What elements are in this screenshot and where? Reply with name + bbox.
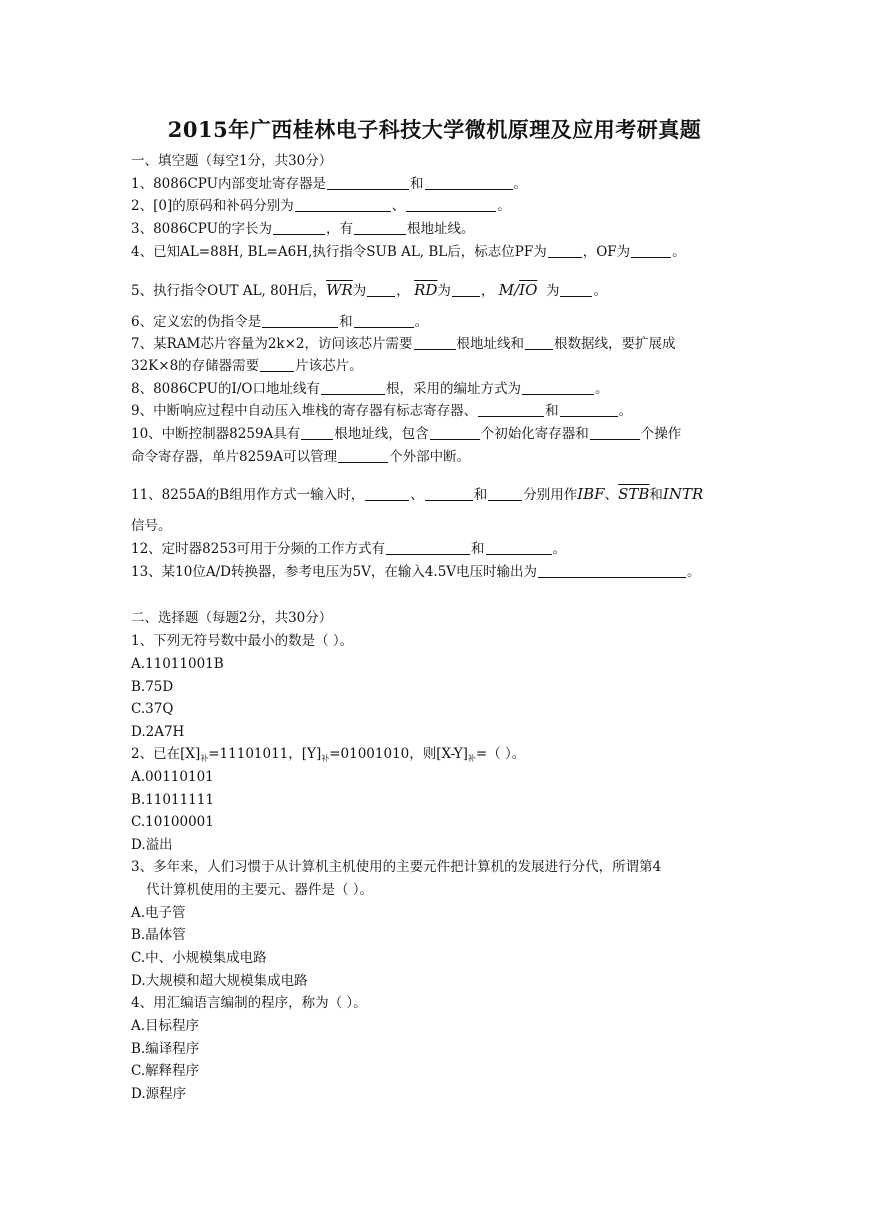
- section2-header: 二、选择题（每题2分，共30分）: [131, 610, 333, 626]
- option[interactable]: C.中、小规模集成电路: [131, 950, 267, 966]
- answer-blank[interactable]: [486, 540, 552, 555]
- answer-blank[interactable]: [301, 425, 333, 440]
- option[interactable]: A.11011001B: [131, 656, 224, 672]
- option[interactable]: C.解释程序: [131, 1063, 200, 1079]
- option[interactable]: B.11011111: [131, 792, 214, 808]
- answer-blank[interactable]: [488, 486, 522, 501]
- answer-blank[interactable]: [590, 425, 640, 440]
- option[interactable]: A.00110101: [131, 769, 214, 785]
- question-1-6: 6、定义宏的伪指令是 和 。: [131, 314, 429, 330]
- io-signal: $\overline{IO}$: [519, 281, 538, 299]
- answer-blank[interactable]: [522, 380, 594, 395]
- question-1-13: 13、某10位A/D转换器，参考电压为5V，在输入4.5V电压时输出为 。: [131, 564, 701, 580]
- answer-blank[interactable]: [548, 243, 582, 258]
- question-2-3-cont: 代计算机使用的主要元、器件是（ ）。: [146, 882, 374, 898]
- answer-blank[interactable]: [338, 448, 388, 463]
- answer-blank[interactable]: [478, 402, 544, 417]
- option[interactable]: A.电子管: [131, 905, 186, 921]
- answer-blank[interactable]: [430, 425, 480, 440]
- answer-blank[interactable]: [354, 313, 414, 328]
- answer-blank[interactable]: [365, 486, 409, 501]
- answer-blank[interactable]: [295, 197, 391, 212]
- section1-header: 一、填空题（每空1分，共30分）: [131, 153, 333, 169]
- answer-blank[interactable]: [386, 540, 470, 555]
- question-2-3: 3、多年来，人们习惯于从计算机主机使用的主要元件把计算机的发展进行分代，所谓第4: [131, 859, 662, 875]
- rd-signal: $\overline{RD}$: [414, 281, 438, 299]
- option[interactable]: D.2A7H: [131, 724, 185, 740]
- answer-blank[interactable]: [262, 313, 338, 328]
- answer-blank[interactable]: [354, 220, 406, 235]
- answer-blank[interactable]: [425, 486, 473, 501]
- answer-blank[interactable]: [260, 357, 294, 372]
- option[interactable]: D.溢出: [131, 837, 173, 853]
- option[interactable]: A.目标程序: [131, 1018, 200, 1034]
- question-1-4: 4、已知AL=88H, BL=A6H,执行指令SUB AL, BL后，标志位PF为 ，OF为 。: [131, 244, 686, 260]
- page-title: 2015年广西桂林电子科技大学微机原理及应用考研真题: [167, 117, 702, 142]
- answer-blank[interactable]: [560, 402, 618, 417]
- answer-blank[interactable]: [406, 197, 496, 212]
- option[interactable]: B.75D: [131, 679, 174, 695]
- wr-signal: $\overline{WR}$: [326, 281, 353, 299]
- answer-blank[interactable]: [631, 243, 671, 258]
- question-1-7-cont: 32K×8的存储器需要 片该芯片。: [131, 358, 363, 374]
- option[interactable]: D.大规模和超大规模集成电路: [131, 973, 308, 989]
- intr-signal: INTR: [662, 485, 704, 503]
- ibf-signal: IBF: [577, 485, 605, 503]
- option[interactable]: B.编译程序: [131, 1041, 200, 1057]
- option[interactable]: C.37Q: [131, 701, 174, 717]
- question-2-4: 4、用汇编语言编制的程序，称为（ ）。: [131, 995, 367, 1011]
- answer-blank[interactable]: [452, 282, 480, 297]
- answer-blank[interactable]: [525, 335, 553, 350]
- stb-signal: $\overline{STB}$: [618, 485, 650, 503]
- option[interactable]: C.10100001: [131, 814, 214, 830]
- question-1-2: 2、[0]的原码和补码分别为 、 。: [131, 198, 511, 214]
- option[interactable]: D.源程序: [131, 1086, 187, 1102]
- answer-blank[interactable]: [538, 563, 686, 578]
- question-1-1: 1、8086CPU内部变址寄存器是 和 。: [131, 176, 527, 192]
- question-1-11-cont: 信号。: [131, 518, 172, 534]
- question-1-7: 7、某RAM芯片容量为2k×2，访问该芯片需要 根地址线和 根数据线，要扩展成: [131, 336, 676, 352]
- question-1-11: 11、8255A的B组用作方式一输入时， 、 和 分别用作IBF、$\overline{STB}$和INTR: [131, 485, 704, 503]
- answer-blank[interactable]: [560, 282, 592, 297]
- question-1-5: 5、执行指令OUT AL, 80H后，$\overline{WR}$为 ， $\overline{RD}$为 ， $M/\overline{IO}$ 为 。: [131, 281, 607, 299]
- answer-blank[interactable]: [273, 220, 325, 235]
- question-2-1: 1、下列无符号数中最小的数是（ ）。: [131, 633, 354, 649]
- m-signal: M: [498, 281, 515, 299]
- question-1-10: 10、中断控制器8259A具有 根地址线，包含 个初始化寄存器和 个操作: [131, 426, 682, 442]
- answer-blank[interactable]: [425, 175, 513, 190]
- option[interactable]: B.晶体管: [131, 927, 186, 943]
- question-1-10-cont: 命令寄存器，单片8259A可以管理 个外部中断。: [131, 449, 471, 465]
- question-2-2: 2、已在$[X]_补=11101011$，$[Y]_补=01001010$，则$[X-Y]_补=$（ ）。: [131, 746, 526, 763]
- question-1-3: 3、8086CPU的字长为 ，有 根地址线。: [131, 221, 475, 237]
- question-1-8: 8、8086CPU的I/O口地址线有 根，采用的编址方式为 。: [131, 381, 609, 397]
- question-1-12: 12、定时器8253可用于分频的工作方式有 和 。: [131, 541, 567, 557]
- answer-blank[interactable]: [321, 380, 385, 395]
- answer-blank[interactable]: [414, 335, 456, 350]
- answer-blank[interactable]: [367, 282, 395, 297]
- question-1-9: 9、中断响应过程中自动压入堆栈的寄存器有标志寄存器、 和 。: [131, 403, 633, 419]
- answer-blank[interactable]: [327, 175, 409, 190]
